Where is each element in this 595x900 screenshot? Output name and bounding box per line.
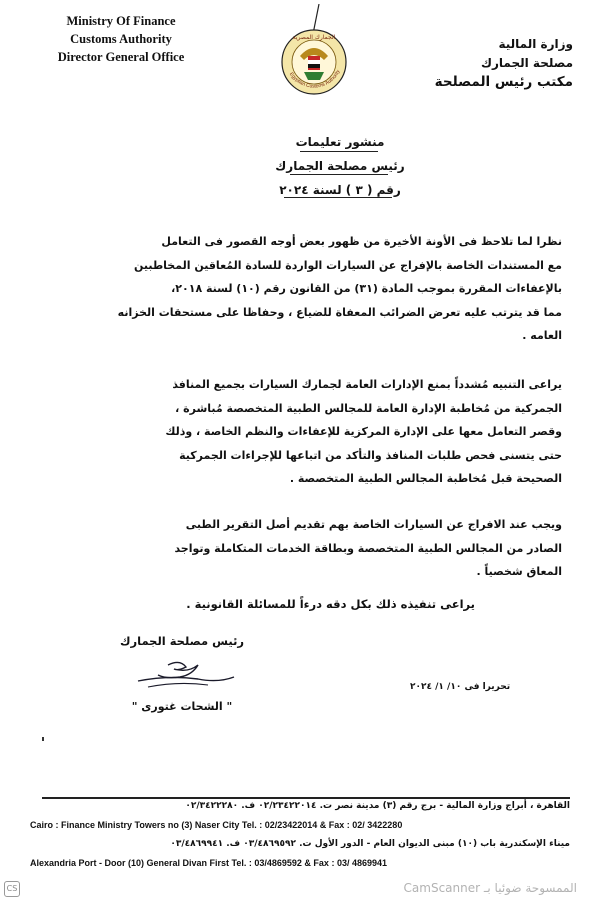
signer-name: " الشحات غتورى ": [131, 700, 233, 713]
footer-cairo-ar: القاهرة ، أبراج وزارة المالية - برج رقم (٣) مدينة نصر ت. ٠٢/٢٣٤٢٢٠١٤ ف. ٠٢/٣٤٢٢٢٨٠: [185, 801, 570, 811]
authority-name-en: Customs Authority: [70, 32, 172, 46]
footer-divider: [42, 797, 570, 799]
text-line: مع المستندات الخاصة بالإفراج عن السيارات الواردة للسادة المُعاقين المخاطبين: [133, 258, 562, 272]
text-line: ويجب عند الافراج عن السيارات الخاصة بهم تقديم أصل التقرير الطبى: [185, 518, 562, 531]
footer-alex-en: Alexandria Port - Door (10) General Divan First Tel. : 03/4869592 & Fax : 03/ 4869941: [30, 858, 387, 868]
eagle-seal-icon: [278, 4, 350, 100]
office-name-ar: مكتب رئيس المصلحة: [434, 74, 573, 90]
text-line: العامه .: [522, 329, 562, 342]
title-underline-3: [284, 197, 392, 198]
authority-name-ar: مصلحة الجمارك: [481, 56, 573, 70]
text-line: الصحيحة قبل مُخاطبة المجالس الطبية المتخصصة .: [289, 472, 562, 485]
text-line: مما قد يترتب عليه تعرض الضرائب المعفاة للضياع ، وحفاظا على مستحقات الخزانه: [117, 305, 562, 319]
english-header: [46, 12, 196, 66]
logo-text-en: Egyptian Customs Authority: [288, 69, 342, 90]
camscanner-icon: CS: [4, 881, 20, 897]
ministry-name-en: Ministry Of Finance: [66, 14, 176, 28]
text-line: الصادر من المجالس الطبية المتخصصة وبطاقة الخدمات المتكاملة وتواجد: [174, 541, 562, 555]
office-name-en: Director General Office: [57, 50, 185, 64]
arabic-header: [423, 35, 573, 92]
footer-cairo-en: Cairo : Finance Ministry Towers no (3) Naser City Tel. : 02/23422014 & Fax : 02/ 3422280: [30, 820, 403, 830]
title-line-3: رقم ( ٣ ) لسنة ٢٠٢٤: [279, 183, 401, 197]
title-underline-1: [300, 151, 378, 152]
paragraph-2: [36, 373, 562, 491]
text-line: وقصر التعامل معها على الإدارة المركزية للإعفاءات والنظم الخاصة ، وذلك: [165, 425, 562, 438]
title-line-1: منشور تعليمات: [295, 135, 385, 149]
signer-title: رئيس مصلحة الجمارك: [119, 634, 245, 648]
title-line-2: رئيس مصلحة الجمارك: [275, 159, 405, 173]
margin-mark: [42, 737, 44, 741]
closing-instruction: يراعى تنفيذه ذلك بكل دقه درءاً للمسائلة القانونية .: [186, 597, 475, 611]
title-underline-2: [290, 174, 388, 175]
text-line: نظرا لما تلاحظ فى الأونة الأخيرة من ظهور بعض أوجه القصور فى التعامل: [161, 235, 562, 248]
customs-logo: [278, 4, 350, 100]
paragraph-3: [36, 513, 562, 584]
text-line: بالإعفاءات المقررة بموجب المادة (٣١) من القانون رقم (١٠) لسنة ٢٠١٨،: [171, 282, 562, 295]
footer-alex-ar: ميناء الإسكندرية باب (١٠) مبنى الديوان العام - الدور الأول ت. ٠٣/٤٨٦٩٥٩٢ ف. ٠٣/٤٨٦٩٩٤١: [170, 839, 570, 849]
issue-date: تحريرا فى ١٠/ ١/ ٢٠٢٤: [410, 682, 511, 692]
document-title: [250, 130, 430, 202]
handwritten-signature: [128, 657, 238, 693]
text-line: يراعى التنبيه مُشدداً بمنع الإدارات العامة لجمارك السيارات بجميع المنافذ: [172, 378, 562, 391]
scanner-watermark-bar: [0, 878, 595, 900]
logo-text-ar: الجمارك المصرية: [292, 34, 336, 41]
ministry-name-ar: وزارة المالية: [498, 37, 573, 51]
scanner-watermark-text: الممسوحة ضوئيا بـ CamScanner: [403, 881, 577, 895]
text-line: المعاق شخصياً .: [476, 565, 562, 578]
text-line: الجمركية من مُخاطبة الإدارة العامة للمجالس الطبية المتخصصة مُباشرة ،: [175, 401, 562, 415]
text-line: حتى يتسنى فحص طلبات المنافذ والتأكد من اتباعها للإجراءات الجمركية: [179, 448, 562, 462]
paragraph-1: [36, 230, 562, 348]
